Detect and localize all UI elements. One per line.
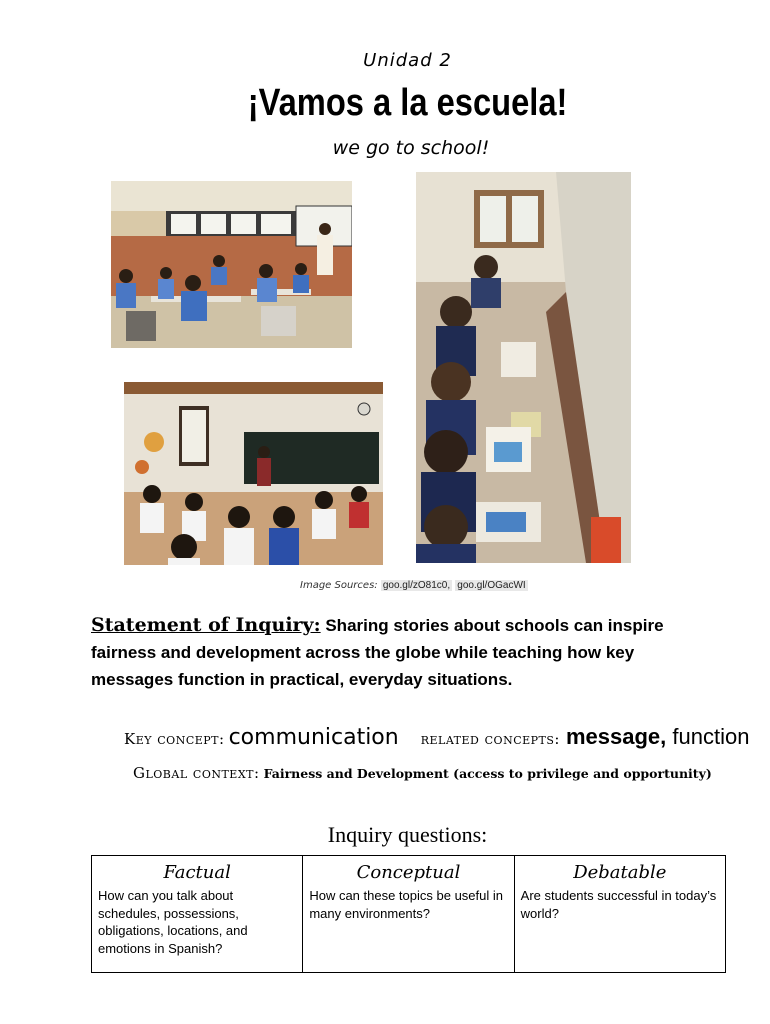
image-sources (300, 580, 528, 591)
key-concept-value: communication (228, 725, 399, 750)
statement-of-inquiry (91, 612, 711, 693)
image-source-link-1[interactable]: goo.gl/zO81c0, (382, 580, 451, 591)
unit-label: Unidad 2 (363, 50, 452, 71)
classroom-photo-1 (111, 181, 352, 348)
related-concepts-label: related concepts: (420, 730, 560, 748)
key-concept-label: Key concept: (124, 730, 225, 748)
factual-heading: Factual (163, 862, 231, 883)
conceptual-heading: Conceptual (356, 862, 461, 883)
concepts-row (124, 724, 749, 750)
debatable-cell (514, 856, 725, 973)
classroom-photo-2 (416, 172, 631, 563)
page-subtitle: we go to school! (332, 137, 490, 159)
factual-question: How can you talk about schedules, possessions, obligations, locations, and emotions in Spanish? (98, 888, 248, 956)
factual-cell (92, 856, 303, 973)
related-concept-message: message, (565, 724, 667, 749)
image-source-link-2[interactable]: goo.gl/OGacWI (457, 580, 526, 591)
classroom-photo-3 (124, 382, 383, 565)
debatable-question: Are students successful in today’s world? (520, 888, 717, 921)
image-sources-label: Image Sources: (300, 580, 378, 591)
page-title: ¡Vamos a la escuela! (247, 82, 568, 124)
statement-of-inquiry-label: Statement of Inquiry: (91, 614, 321, 636)
inquiry-questions-title: Inquiry questions: (327, 822, 488, 847)
debatable-heading: Debatable (573, 862, 667, 883)
conceptual-cell (303, 856, 514, 973)
related-concept-function: function (666, 724, 750, 749)
global-context-row (133, 764, 712, 783)
inquiry-questions-table (91, 855, 726, 973)
global-context-label: Global context: (133, 764, 260, 782)
global-context-value: Fairness and Development (access to privilege and opportunity) (263, 766, 712, 781)
conceptual-question: How can these topics be useful in many environments? (309, 888, 503, 921)
statement-of-inquiry-text: Sharing stories about schools can inspire fairness and development across the globe while teaching how key messages function in practical, everyday situations. (91, 616, 664, 689)
